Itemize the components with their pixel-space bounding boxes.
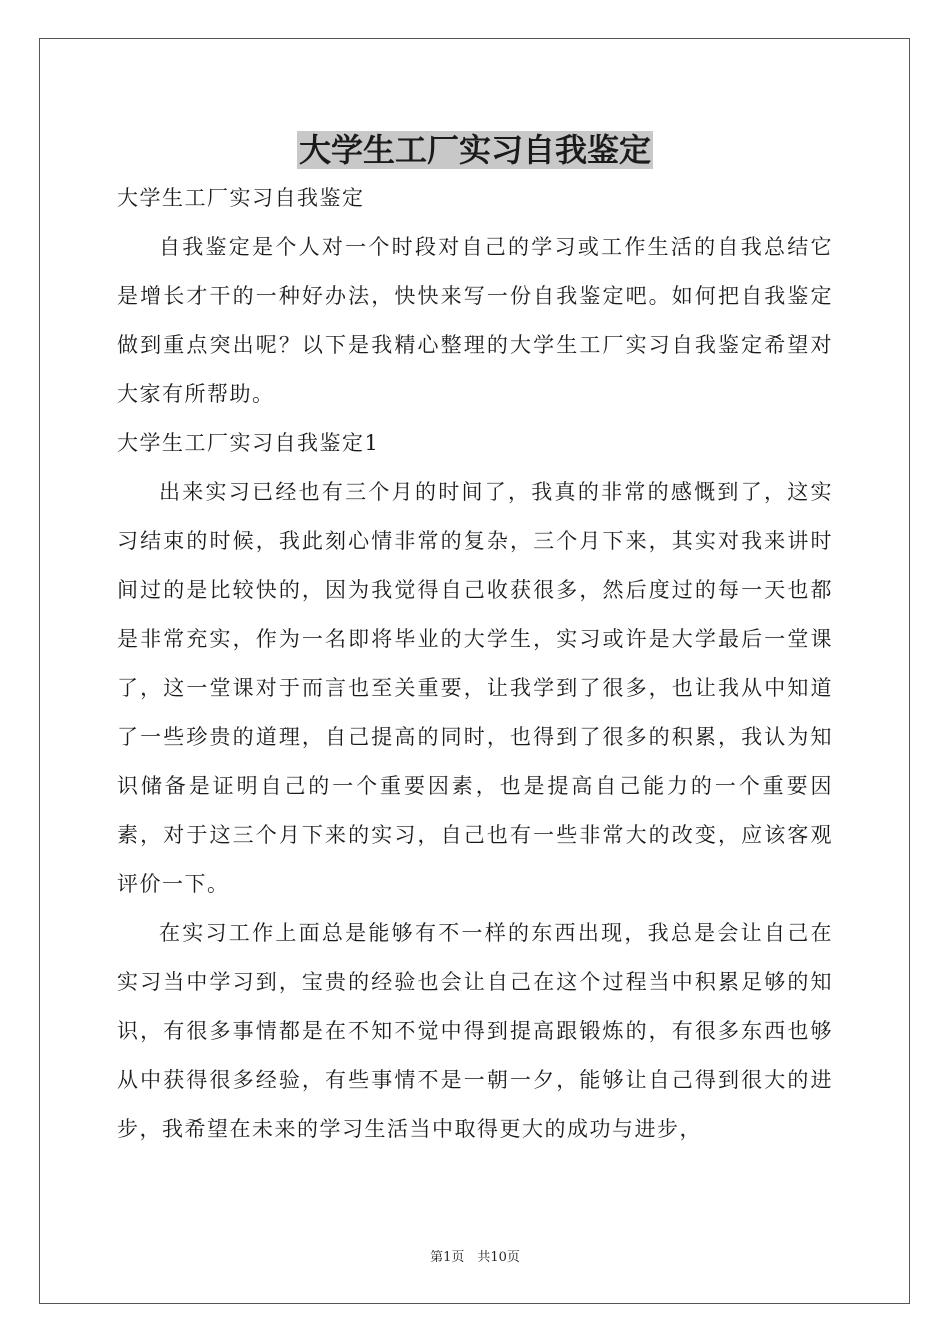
body-paragraph: 出来实习已经也有三个月的时间了，我真的非常的感慨到了，这实习结束的时候，我此刻心情非常的复杂，三个月下来，其实对我来讲时间过的是比较快的，因为我觉得自己收获很多，然后度过的每一天也都是非常充实，作为一名即将毕业的大学生，实习或许是大学最后一堂课了，这一堂课对于而言也至关重要，让我学到了很多，也让我从中知道了一些珍贵的道理，自己提高的同时，也得到了很多的积累，我认为知识储备是证明自己的一个重要因素，也是提高自己能力的一个重要因素，对于这三个月下来的实习，自己也有一些非常大的改变，应该客观评价一下。 xyxy=(117,480,833,896)
page-footer xyxy=(0,1248,950,1268)
document-title xyxy=(0,126,950,174)
section-heading: 大学生工厂实习自我鉴定 xyxy=(117,186,365,210)
page-number: 第1页 共10页 xyxy=(430,1250,520,1265)
document-title-text: 大学生工厂实习自我鉴定 xyxy=(298,131,651,169)
intro-paragraph: 自我鉴定是个人对一个时段对自己的学习或工作生活的自我总结它是增长才干的一种好办法，快快来写一份自我鉴定吧。如何把自我鉴定做到重点突出呢？以下是我精心整理的大学生工厂实习自我鉴定希望对大家有所帮助。 xyxy=(117,235,833,406)
body-paragraph: 在实习工作上面总是能够有不一样的东西出现，我总是会让自己在实习当中学习到，宝贵的经验也会让自己在这个过程当中积累足够的知识，有很多事情都是在不知不觉中得到提高跟锻炼的，有很多东西也够从中获得很多经验，有些事情不是一朝一夕，能够让自己得到很大的进步，我希望在未来的学习生活当中取得更大的成功与进步， xyxy=(117,921,833,1141)
section-heading-1: 大学生工厂实习自我鉴定1 xyxy=(117,431,380,455)
document-body xyxy=(117,174,833,1154)
